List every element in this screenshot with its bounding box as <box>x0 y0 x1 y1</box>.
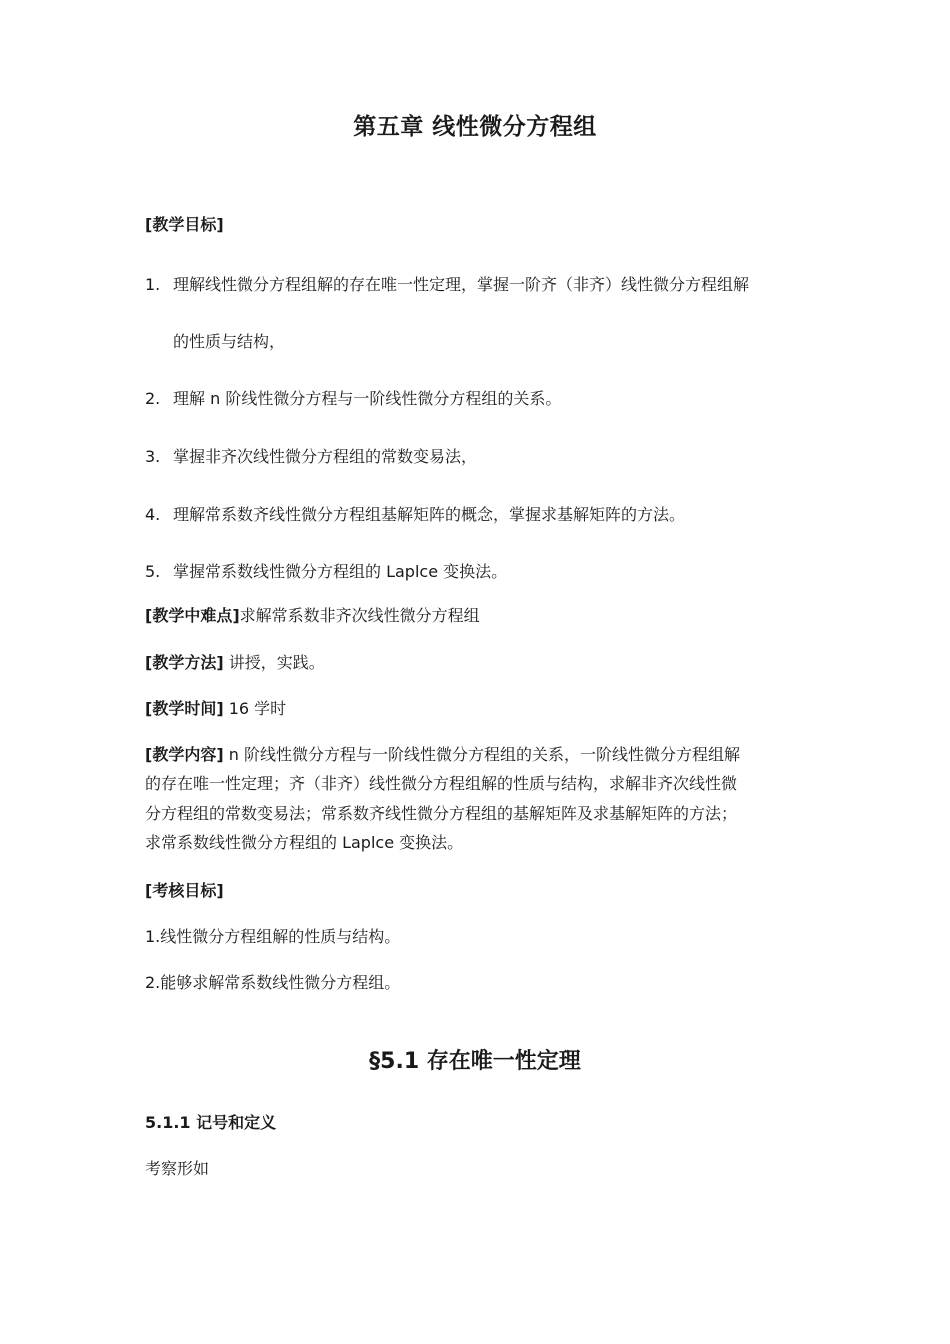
assessment-item-1: 1.线性微分方程组解的性质与结构。 <box>145 927 401 946</box>
objective-item-5 <box>145 559 507 582</box>
difficulty-label: [教学中难点] <box>145 606 240 625</box>
difficulty-text: 求解常系数非齐次线性微分方程组 <box>239 606 480 625</box>
method-label: [教学方法] <box>145 653 224 672</box>
time-label: [教学时间] <box>145 699 224 718</box>
objective-text: 理解常系数齐线性微分方程组基解矩阵的概念，掌握求基解矩阵的方法。 <box>173 505 686 524</box>
assessment-item-2: 2.能够求解常系数线性微分方程组。 <box>145 973 401 992</box>
assessment-heading: [考核目标] <box>145 881 224 900</box>
method-line <box>145 650 325 673</box>
time-text: 16 学时 <box>223 699 287 718</box>
objective-item-1 <box>145 272 749 295</box>
content-line-1 <box>145 742 740 765</box>
objective-text: 掌握常系数线性微分方程组的 Laplce 变换法。 <box>173 562 508 581</box>
content-text-1: n 阶线性微分方程与一阶线性微分方程组的关系，一阶线性微分方程组解 <box>223 745 740 764</box>
objective-number: 5. <box>145 562 161 581</box>
difficulty-line <box>145 603 480 626</box>
objective-text: 理解 n 阶线性微分方程与一阶线性微分方程组的关系。 <box>173 389 562 408</box>
objective-number: 3. <box>145 447 161 466</box>
objective-item-4 <box>145 502 685 525</box>
content-line-2: 的存在唯一性定理；齐（非齐）线性微分方程组解的性质与结构，求解非齐次线性微 <box>145 774 738 793</box>
section-title: §5.1 存在唯一性定理 <box>369 1049 581 1074</box>
subsection-title: 5.1.1 记号和定义 <box>145 1113 277 1132</box>
objective-item-3 <box>145 444 477 467</box>
content-line-3: 分方程组的常数变易法；常系数齐线性微分方程组的基解矩阵及求基解矩阵的方法； <box>145 804 738 823</box>
objective-text: 掌握非齐次线性微分方程组的常数变易法， <box>173 447 478 466</box>
content-line-4: 求常系数线性微分方程组的 Laplce 变换法。 <box>145 833 464 852</box>
objective-item-1-continuation: 的性质与结构， <box>173 332 286 351</box>
objective-number: 4. <box>145 505 161 524</box>
body-paragraph: 考察形如 <box>145 1159 210 1178</box>
objective-number: 1. <box>145 275 161 294</box>
objectives-heading: [教学目标] <box>145 215 224 234</box>
objective-number: 2. <box>145 389 161 408</box>
objective-text: 理解线性微分方程组解的存在唯一性定理，掌握一阶齐（非齐）线性微分方程组解 <box>173 275 750 294</box>
method-text: 讲授，实践。 <box>223 653 325 672</box>
chapter-title: 第五章 线性微分方程组 <box>353 114 597 140</box>
time-line <box>145 696 286 719</box>
content-label: [教学内容] <box>145 745 224 764</box>
objective-item-2 <box>145 386 561 409</box>
